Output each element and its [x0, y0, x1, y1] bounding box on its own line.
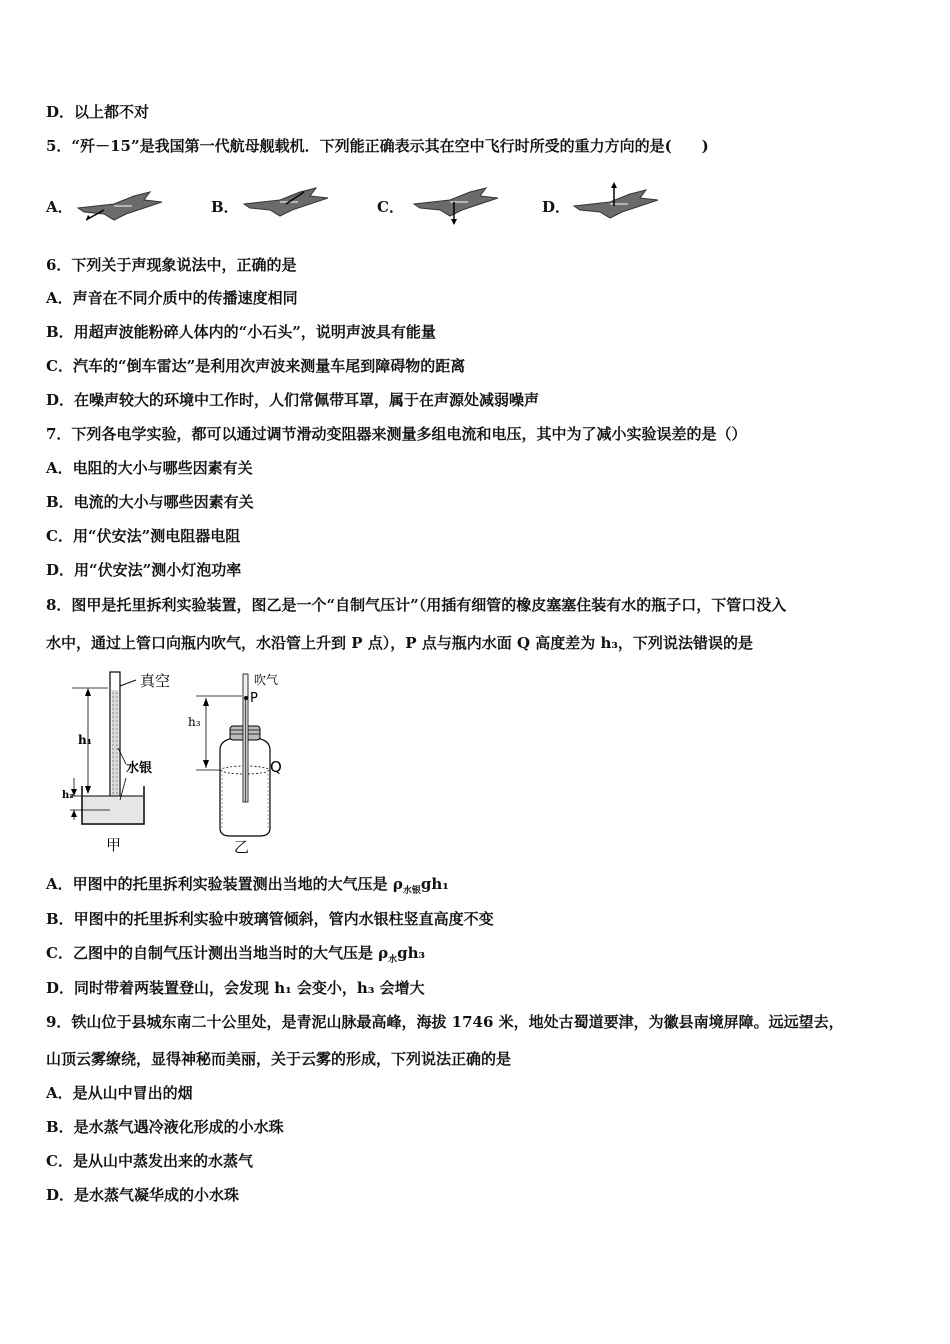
q9-option-d: D．是水蒸气凝华成的小水珠	[46, 1186, 240, 1204]
q7-option-c: C．用“伏安法”测电阻器电阻	[46, 527, 241, 545]
q5-option-d-label: D．	[542, 198, 571, 216]
q8-stem-line1: 8．图甲是托里拆利实验装置，图乙是一个“自制气压计”（用插有细管的橡皮塞塞住装有水的瓶子口，下管口没入	[46, 596, 787, 614]
q5-option-c-label: C．	[377, 198, 404, 216]
q6-option-c: C．汽车的“倒车雷达”是利用次声波来测量车尾到障碍物的距离	[46, 357, 466, 375]
q6-option-d: D．在噪声较大的环境中工作时，人们常佩带耳罩，属于在声源处减弱噪声	[46, 391, 540, 409]
q8-option-c: C．乙图中的自制气压计测出当地当时的大气压是 $\rho_水gh_3$	[46, 944, 426, 965]
q9-stem-line1: 9．铁山位于县城东南二十公里处，是青泥山脉最高峰，海拔 1746 米，地处古蜀道要津，为徽县南境屏障。远远望去，	[46, 1013, 844, 1031]
q4-option-d: D．以上都不对	[46, 103, 150, 121]
q8-option-b: B．甲图中的托里拆利实验中玻璃管倾斜，管内水银柱竖直高度不变	[46, 910, 494, 928]
q9-option-b: B．是水蒸气遇冷液化形成的小水珠	[46, 1118, 284, 1136]
q8-stem-line2: 水中，通过上管口向瓶内吹气，水沿管上升到 P 点），P 点与瓶内水面 Q 高度差为 h₃，下列说法错误的是	[46, 634, 753, 652]
q6-option-b: B．用超声波能粉碎人体内的“小石头”，说明声波具有能量	[46, 323, 436, 341]
fig-mercury-label: 水银	[126, 761, 153, 776]
q7-option-d: D．用“伏安法”测小灯泡功率	[46, 561, 242, 579]
q6-stem: 6．下列关于声现象说法中，正确的是	[46, 256, 297, 274]
fig-yi-label: 乙	[234, 838, 250, 856]
q9-option-c: C．是从山中蒸发出来的水蒸气	[46, 1152, 253, 1170]
q7-stem: 7．下列各电学实验，都可以通过调节滑动变阻器来测量多组电流和电压，其中为了减小实验误差的是（）	[46, 425, 747, 443]
q7-option-b: B．电流的大小与哪些因素有关	[46, 493, 254, 511]
fig-p-label: P	[250, 691, 258, 706]
jet-gravity-c-image	[410, 182, 502, 226]
q8-option-a: A．甲图中的托里拆利实验装置测出当地的大气压是 $\rho_{水银}gh_1$	[46, 875, 449, 896]
fig-h2-label: h₂	[62, 790, 74, 801]
fig-blow-label: 吹气	[254, 673, 279, 687]
fig-h3-label: h₃	[188, 715, 201, 729]
torricelli-apparatus	[62, 672, 170, 854]
q9-stem-line2: 山顶云雾缭绕，显得神秘而美丽，关于云雾的形成，下列说法正确的是	[46, 1050, 512, 1068]
q6-option-a: A．声音在不同介质中的传播速度相同	[46, 289, 298, 307]
q5-option-b-label: B．	[211, 198, 239, 216]
barometer-figure	[60, 668, 300, 858]
jet-gravity-a-image	[74, 186, 166, 226]
q8-option-d: D．同时带着两装置登山，会发现 h₁ 会变小，h₃ 会增大	[46, 979, 425, 997]
fig-vacuum-label: 真空	[140, 672, 171, 690]
jet-gravity-b-image	[240, 182, 332, 222]
q5-option-a-label: A．	[46, 198, 73, 216]
fig-q-label: Q	[270, 758, 282, 776]
fig-h1-label: h₁	[78, 733, 92, 747]
q7-option-a: A．电阻的大小与哪些因素有关	[46, 459, 253, 477]
q9-option-a: A．是从山中冒出的烟	[46, 1084, 193, 1102]
fig-jia-label: 甲	[106, 836, 122, 854]
q5-stem: 5．“歼－15”是我国第一代航母舰载机．下列能正确表示其在空中飞行时所受的重力方向的是( )	[46, 137, 709, 155]
homemade-barometer	[188, 672, 282, 856]
jet-gravity-d-image	[570, 180, 662, 226]
